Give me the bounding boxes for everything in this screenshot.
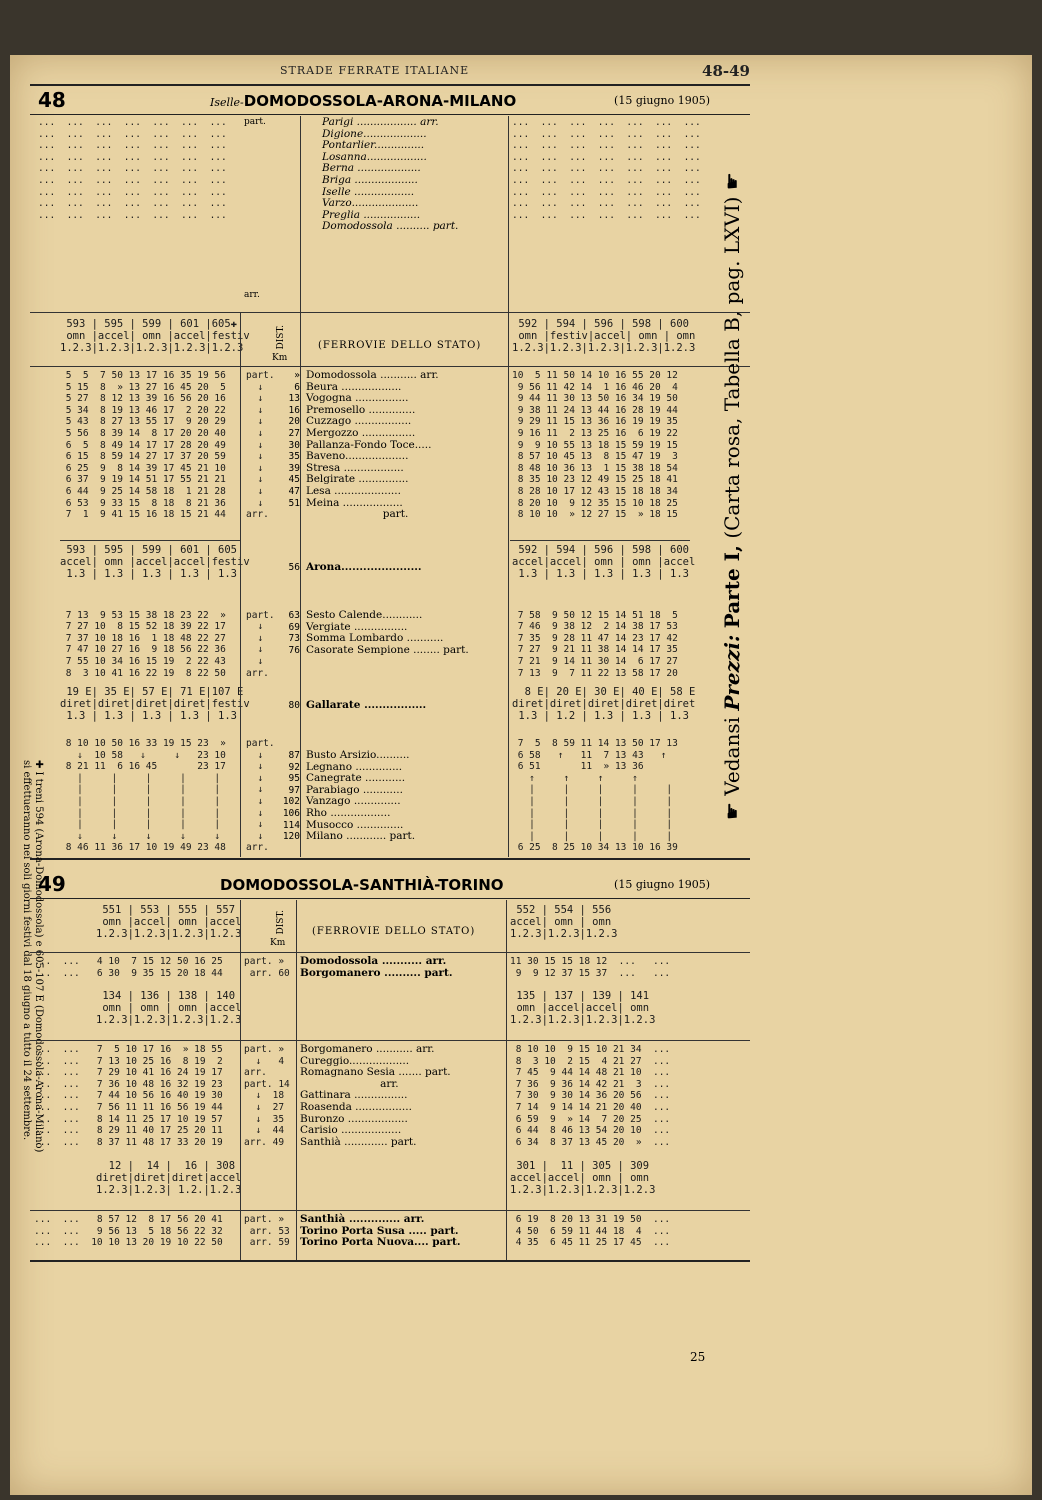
t48-railway: (FERROVIE DELLO STATO) — [318, 340, 482, 351]
t48-km-label: Km — [272, 353, 288, 363]
t48-left-times-3: 8 10 10 50 16 33 19 15 23 » ↓ 10 58 ↓ ↓ 23 10 8 21 11 6 16 45 23 17 | | | | | | | | | | | | | | | | | | | | | | | | | ↓ ↓ ↓ ↓ ↓ 8 46 11 36 17 10 19 49 23 48 — [65, 738, 226, 854]
t48-stations-2: Sesto Calende............ Vergiate ................ Somma Lombardo ........... Casorate Sempione ........ part. — [306, 609, 469, 656]
t48-foreign-left-dots: ... ... ... ... ... ... ... ... ... ... ... ... ... ... ... ... ... ... ... ... ... ... ... ... ... ... ... ... ... ... ... ... ... ... ... ... ... ... ... ... ... ... ... ... ... ... ... ... ... ... ... ... ... ... ... ... ... ... ... ... ... ... ... — [38, 117, 227, 221]
running-header — [30, 62, 750, 82]
t49-right-times-3: 6 19 8 20 13 31 19 50 ... 4 50 6 59 11 44 18 4 ... 4 35 6 45 11 25 17 45 ... — [515, 1214, 671, 1249]
t49-railway: (FERROVIE DELLO STATO) — [312, 926, 476, 937]
t49-stations-1: Domodossola ........... arr. Borgomanero .......... part. — [300, 955, 453, 979]
page-number: 25 — [690, 1350, 706, 1364]
t48-foreign-stations: Parigi .................. arr. Digione................... Pontarlier............... Losanna.................. Berna ................... Briga ................... Iselle .................. Varzo.................... Preglia ................. Domodossola .......... part. — [322, 116, 459, 233]
t49-marks-1: part. » arr. 60 — [244, 956, 290, 979]
t49-left-times-3: ... ... 8 57 12 8 17 56 20 41 ... ... 9 56 13 5 18 56 22 32 ... ... 10 10 13 20 19 10 22 50 — [34, 1214, 223, 1249]
t48-right-header-3: 8 E| 20 E| 30 E| 40 E| 58 E diret|diret|diret|diret|diret 1.3 | 1.2 | 1.3 | 1.3 | 1.3 — [512, 686, 696, 722]
t49-left-header-3: 12 | 14 | 16 | 308 diret|diret|diret|accel 1.2.3|1.2.3| 1.2.|1.2.3 — [96, 1160, 242, 1196]
t48-km-gallarate: 80 — [288, 700, 300, 711]
t48-right-times-1: 10 5 11 50 14 10 16 55 20 12 9 56 11 42 14 1 16 46 20 4 9 44 11 30 13 50 16 34 19 50 9 38 11 24 13 44 16 28 19 44 9 29 11 15 13 36 16 19 19 35 9 16 11 2 13 25 16 6 19 22 9 9 10 55 13 18 15 59 19 15 8 57 10 45 13 8 15 47 19 3 8 48 10 36 13 1 15 38 18 54 8 35 10 23 12 49 15 25 18 41 8 28 10 17 12 43 15 18 18 34 8 20 10 9 12 35 15 10 18 25 8 10 10 » 12 27 15 » 18 15 — [512, 370, 678, 521]
t48-rule — [30, 114, 750, 115]
t48-marks-1: part. ↓ ↓ ↓ ↓ ↓ ↓ ↓ ↓ ↓ ↓ ↓ arr. — [246, 370, 275, 521]
t49-stations-2: Borgomanero ........... arr. Cureggio.................. Romagnano Sesia ....... part. arr. Gattinara ................ Roasenda ................. Buronzo .................. Carisio .................. Santhià ............. part. — [300, 1043, 451, 1148]
t49-left-times-1: ... ... 4 10 7 15 12 50 16 25 ... ... 6 30 9 35 15 20 18 44 — [34, 956, 223, 979]
t48-left-header-2: 593 | 595 | 599 | 601 | 605 accel| omn |accel|accel|festiv 1.3 | 1.3 | 1.3 | 1.3 | 1.3 — [60, 544, 250, 580]
t48-km-2: 63 69 73 76 — [288, 610, 300, 656]
t49-marks-3: part. » arr. 53 arr. 59 — [244, 1214, 290, 1249]
t49-right-header-3: 301 | 11 | 305 | 309 accel|accel| omn | omn 1.2.3|1.2.3|1.2.3|1.2.3 — [510, 1160, 656, 1196]
t49-right-header-1: 552 | 554 | 556 accel| omn | omn 1.2.3|1.2.3|1.2.3 — [510, 904, 618, 940]
table-48-title — [30, 88, 750, 112]
t49-stations-3: Santhià .............. arr. Torino Porta Susa ..... part. Torino Porta Nuova.... part. — [300, 1213, 461, 1249]
table-48-date: (15 giugno 1905) — [614, 94, 710, 107]
t48-dist-label: DIST. — [276, 325, 286, 350]
t48-stations-3: Busto Arsizio.......... Legnano .............. Canegrate ............ Parabiago ............ Vanzago .............. Rho .................. Musocco .............. Milano ............ part. — [306, 749, 416, 843]
t48-foreign-arr: arr. — [244, 290, 260, 300]
t48-footnote: ✚ I treni 594 (Arona-Domodossola) e 605-107 E (Domodossola-Arona-Milano) si effettueranno nei soli giorni festivi dal 18 giugno a tutto il 24 settembre. — [21, 760, 44, 1153]
t49-left-times-2: ... ... 7 5 10 17 16 » 18 55 ... ... 7 13 10 25 16 8 19 2 ... ... 7 29 10 41 16 24 19 17 ... ... 7 36 10 48 16 32 19 23 ... ... 7 44 10 56 16 40 19 30 ... ... 7 56 11 11 16 56 19 44 ... ... 8 14 11 25 17 10 19 57 ... ... 8 29 11 40 17 25 20 11 ... ... 8 37 11 48 17 33 20 19 — [34, 1044, 223, 1148]
header-page-range: 48-49 — [702, 62, 750, 80]
t48-right-header-2: 592 | 594 | 596 | 598 | 600 accel|accel| omn | omn |accel 1.3 | 1.3 | 1.3 | 1.3 | 1.3 — [512, 544, 696, 580]
t49-left-header-1: 551 | 553 | 555 | 557 omn |accel| omn |accel 1.2.3|1.2.3|1.2.3|1.2.3 — [96, 904, 242, 940]
t48-left-header-3: 19 E| 35 E| 57 E| 71 E|107 E diret|diret|diret|diret|festiv 1.3 | 1.3 | 1.3 | 1.3 | 1.3 — [60, 686, 250, 722]
header-rule — [30, 84, 750, 86]
table-49-title — [30, 872, 750, 896]
t49-right-header-2: 135 | 137 | 139 | 141 omn |accel|accel| omn 1.2.3|1.2.3|1.2.3|1.2.3 — [510, 990, 656, 1026]
t48-km-3: 87 92 95 97 102 106 114 120 — [282, 750, 300, 843]
t49-marks-2: part. » ↓ 4 arr. part. 14 ↓ 18 ↓ 27 ↓ 35 ↓ 44 arr. 49 — [244, 1044, 290, 1148]
price-reference-note: ☛ Vedansi Prezzi: Parte I, (Carta rosa, Tabella B, pag. LXVI) ☛ — [720, 172, 744, 820]
t48-marks-3: part. ↓ ↓ ↓ ↓ ↓ ↓ ↓ ↓ arr. — [246, 738, 275, 854]
t49-km-label: Km — [270, 938, 286, 948]
t49-dist-label: DIST. — [276, 910, 286, 935]
t48-marks-2: part. ↓ ↓ ↓ ↓ arr. — [246, 609, 275, 679]
table-49-route: DOMODOSSOLA-SANTHIÀ-TORINO — [220, 876, 504, 894]
t48-km-arona: 56 — [288, 562, 300, 573]
t48-station-arona: Arona...................... — [306, 561, 422, 573]
t48-foreign-right-dots: ... ... ... ... ... ... ... ... ... ... ... ... ... ... ... ... ... ... ... ... ... ... ... ... ... ... ... ... ... ... ... ... ... ... ... ... ... ... ... ... ... ... ... ... ... ... ... ... ... ... ... ... ... ... ... ... ... ... ... ... ... ... ... — [512, 117, 701, 221]
header-title: STRADE FERRATE ITALIANE — [280, 64, 470, 77]
t48-right-times-3: 7 5 8 59 11 14 13 50 17 13 6 58 ↑ 11 7 13 43 ↑ 6 51 11 » 13 36 ↑ ↑ ↑ ↑ | | | | | | | | | | | | | | | | | | | | | | | | | 6 25 8 25 10 34 13 10 16 39 — [517, 738, 678, 854]
table-48-route: Iselle-DOMODOSSOLA-ARONA-MILANO — [210, 92, 517, 110]
t48-foreign-part: part. — [244, 117, 266, 127]
t48-left-times-2: 7 13 9 53 15 38 18 23 22 » 7 27 10 8 15 52 18 39 22 17 7 37 10 18 16 1 18 48 22 27 7 47 10 27 16 9 18 56 22 36 7 55 10 34 16 15 19 2 22 43 8 3 10 41 16 22 19 8 22 50 — [65, 609, 226, 679]
t48-km-1: » 6 13 16 20 27 30 35 39 45 47 51 — [288, 370, 300, 509]
t49-right-times-2: 8 10 10 9 15 10 21 34 ... 8 3 10 2 15 4 21 27 ... 7 45 9 44 14 48 21 10 ... 7 36 9 36 14 42 21 3 ... 7 30 9 30 14 36 20 56 ... 7 14 9 14 14 21 20 40 ... 6 59 9 » 14 7 20 25 ... 6 44 8 46 13 54 20 10 ... 6 34 8 37 13 45 20 » ... — [515, 1044, 671, 1148]
table-48-number: 48 — [38, 88, 66, 112]
t48-stations-1: Domodossola ........... arr. Beura .................. Vogogna ................ Premosello .............. Cuzzago ................. Mergozzo ................ Pallanza-Fondo Toce..... Baveno................... Stresa .................. Belgirate ............... Lesa .................... Meina .................. part. — [306, 369, 439, 521]
t48-station-gallarate: Gallarate ................. — [306, 699, 427, 711]
t49-right-times-1: 11 30 15 15 18 12 ... ... 9 9 12 37 15 37 ... ... — [510, 956, 671, 979]
table-49-number: 49 — [38, 872, 66, 896]
t48-left-times-1: 5 5 7 50 13 17 16 35 19 56 5 15 8 » 13 27 16 45 20 5 5 27 8 12 13 39 16 56 20 16 5 34 8 19 13 46 17 2 20 22 5 43 8 27 13 55 17 9 20 29 5 56 8 39 14 8 17 20 20 40 6 5 8 49 14 17 17 28 20 49 6 15 8 59 14 27 17 37 20 59 6 25 9 8 14 39 17 45 21 10 6 37 9 19 14 51 17 55 21 21 6 44 9 25 14 58 18 1 21 28 6 53 9 33 15 8 18 8 21 36 7 1 9 41 15 16 18 15 21 44 — [65, 370, 226, 521]
t48-right-header-1: 592 | 594 | 596 | 598 | 600 omn |festiv|accel| omn | omn 1.2.3|1.2.3|1.2.3|1.2.3|1.2.3 — [512, 318, 696, 354]
t48-left-header-1: 593 | 595 | 599 | 601 |605✚ omn |accel| omn |accel|festiv 1.2.3|1.2.3|1.2.3|1.2.3|1.2.3 — [60, 318, 250, 354]
t48-right-times-2: 7 58 9 50 12 15 14 51 18 5 7 46 9 38 12 2 14 38 17 53 7 35 9 28 11 47 14 23 17 42 7 27 9 21 11 38 14 14 17 35 7 21 9 14 11 30 14 6 17 27 7 13 9 7 11 22 13 58 17 20 — [517, 609, 678, 679]
t49-left-header-2: 134 | 136 | 138 | 140 omn | omn | omn |accel 1.2.3|1.2.3|1.2.3|1.2.3 — [96, 990, 242, 1026]
table-49-date: (15 giugno 1905) — [614, 878, 710, 891]
